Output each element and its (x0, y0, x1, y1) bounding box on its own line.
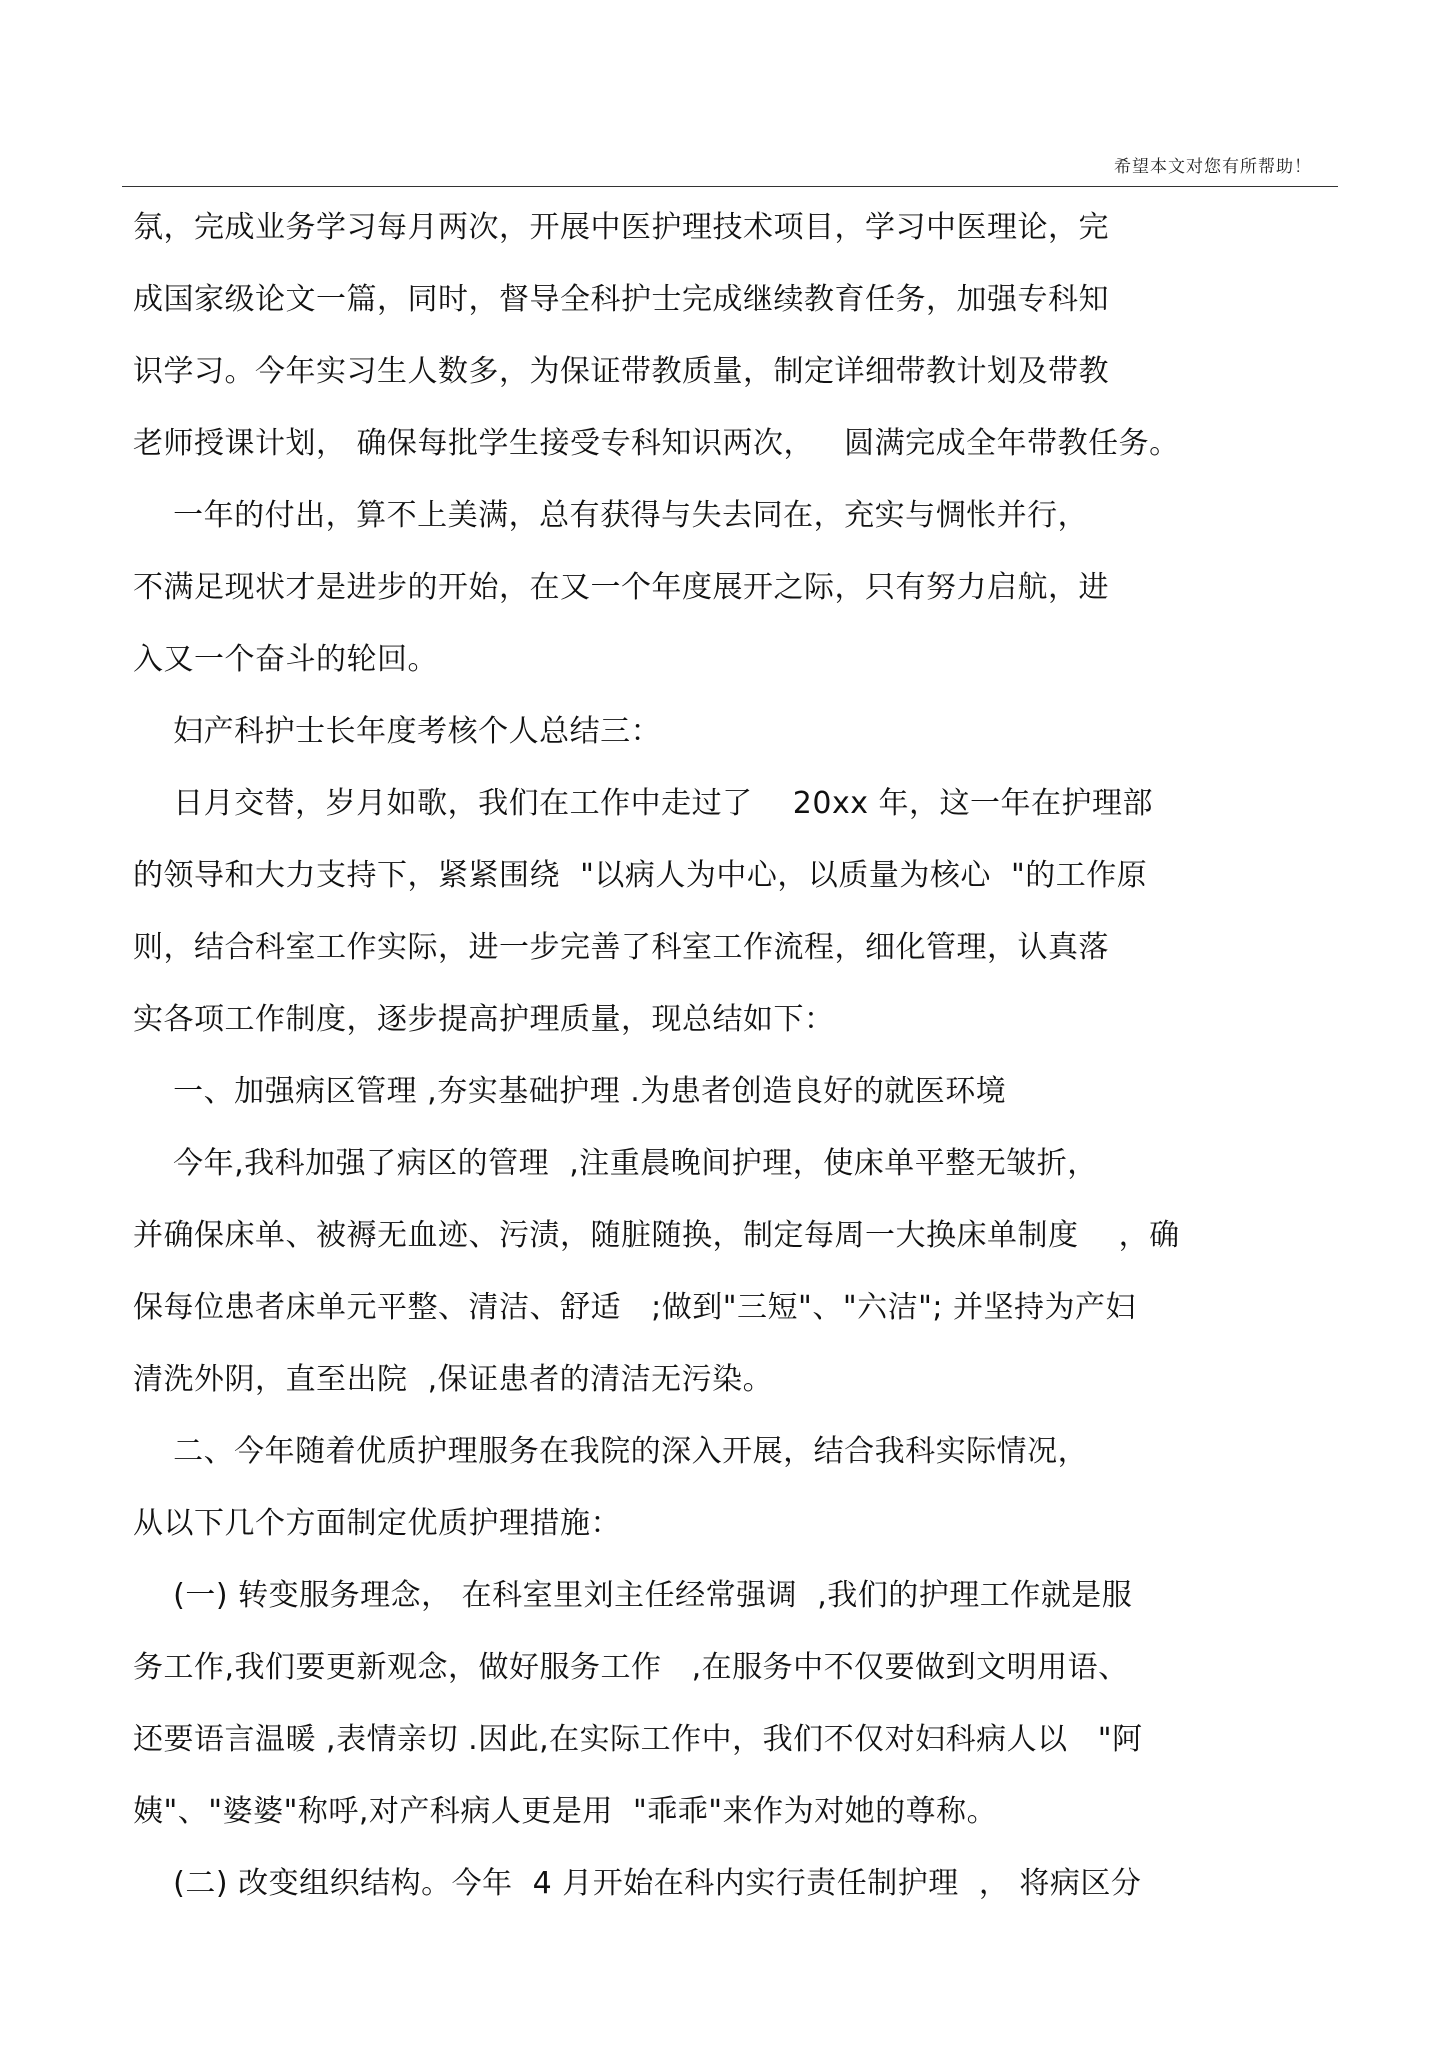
text-line: 还要语言温暖 ,表情亲切 .因此,在实际工作中，我们不仅对妇科病人以 "阿 (133, 1722, 1143, 1757)
text-line: (一) 转变服务理念， 在科室里刘主任经常强调 ,我们的护理工作就是服 (133, 1578, 1133, 1613)
text-line: 今年,我科加强了病区的管理 ,注重晨晚间护理，使床单平整无皱折， (133, 1146, 1098, 1181)
text-line: (二) 改变组织结构。今年 4 月开始在科内实行责任制护理 ， 将病区分 (133, 1866, 1142, 1901)
text-line: 一年的付出，算不上美满，总有获得与失去同在，充实与惆怅并行， (133, 498, 1089, 533)
text-line: 不满足现状才是进步的开始，在又一个年度展开之际，只有努力启航，进 (133, 570, 1109, 605)
text-line: 务工作,我们要更新观念，做好服务工作 ,在服务中不仅要做到文明用语、 (133, 1650, 1129, 1685)
text-line: 日月交替，岁月如歌，我们在工作中走过了 20xx 年，这一年在护理部 (133, 786, 1154, 821)
text-line: 识学习。今年实习生人数多，为保证带教质量，制定详细带教计划及带教 (133, 354, 1109, 389)
text-line: 姨"、"婆婆"称呼,对产科病人更是用 "乖乖"来作为对她的尊称。 (133, 1794, 998, 1829)
text-line: 保每位患者床单元平整、清洁、舒适 ;做到"三短"、"六洁"; 并坚持为产妇 (133, 1290, 1137, 1325)
text-line: 并确保床单、被褥无血迹、污渍，随脏随换，制定每周一大换床单制度 ，确 (133, 1218, 1180, 1253)
text-line: 则，结合科室工作实际，进一步完善了科室工作流程，细化管理，认真落 (133, 930, 1109, 965)
document-body (133, 192, 1343, 1920)
text-line: 的领导和大力支持下，紧紧围绕 "以病人为中心，以质量为核心 "的工作原 (133, 858, 1148, 893)
subsection-heading: 一、加强病区管理 ,夯实基础护理 .为患者创造良好的就医环境 (133, 1074, 1007, 1109)
text-line: 成国家级论文一篇，同时，督导全科护士完成继续教育任务，加强专科知 (133, 282, 1109, 317)
page-header (0, 0, 1455, 190)
section-title: 妇产科护士长年度考核个人总结三： (133, 714, 662, 749)
header-text: 希望本文对您有所帮助！ (1114, 157, 1312, 177)
text-line: 老师授课计划， 确保每批学生接受专科知识两次， 圆满完成全年带教任务。 (133, 426, 1180, 461)
subsection-heading: 二、今年随着优质护理服务在我院的深入开展，结合我科实际情况， (133, 1434, 1089, 1469)
header-divider (122, 186, 1338, 187)
text-line: 从以下几个方面制定优质护理措施： (133, 1506, 621, 1541)
text-line: 清洗外阴，直至出院 ,保证患者的清洁无污染。 (133, 1362, 774, 1397)
text-line: 氛，完成业务学习每月两次，开展中医护理技术项目，学习中医理论，完 (133, 210, 1109, 245)
text-line: 入又一个奋斗的轮回。 (133, 642, 438, 677)
text-line: 实各项工作制度，逐步提高护理质量，现总结如下： (133, 1002, 835, 1037)
